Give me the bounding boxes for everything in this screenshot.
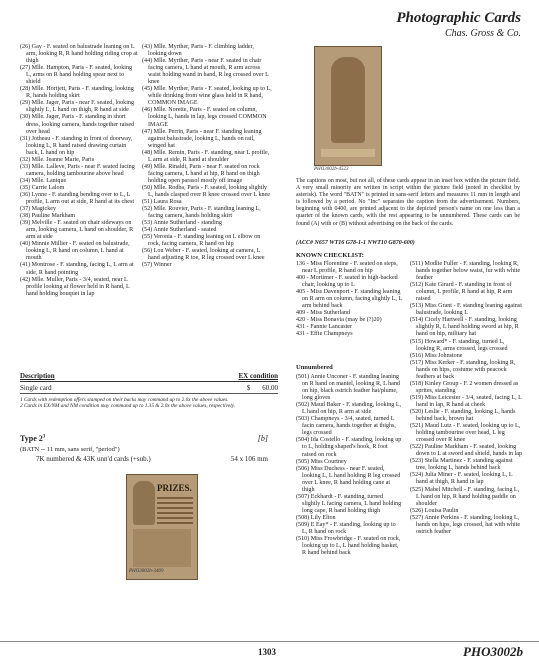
unnumbered-left [296,374,402,557]
checklist-entry: (47) Mlle. Perrin, Paris - near F. standing leaning against balustrade, looking L, hands on rail, winged hat [142,128,262,149]
row-dollar: $ [246,384,251,392]
unnumbered-entry: (512) Kate Girard - F. standing in front of column, L profile, R hand at hip, R arm raised [410,282,513,303]
unnumbered-entry: (527) Annie Perkins - F. standing, looking L, hands on hips, legs crossed, hat with white ostrich feather [410,514,521,535]
unnumbered-entry: (501) Annie Unconer - F. standing leaning on R hand on mantel, looking R, L hand on hip, black ostrich feather hat/plume, long gloves [296,374,400,402]
type2-sup: 3 [42,434,46,440]
footer-rule [0,641,539,642]
note-2: 2 Cards in EX/NM and NM condition may command up to 1.35 & 2.0x the above values, respectively. [20,403,236,410]
unnumbered-entry: (511) Modlie Fuller - F. standing, looking R, hands together below waist, fur with white feather [410,261,521,282]
type2-card-caption: PHO3002b-3409 [129,569,164,574]
known-checklist-title: KNOWN CHECKLIST: [296,252,364,259]
checklist-entry: (28) Mlle. Hortjett, Paris - F. standing, looking R, hands holding skirt [20,86,134,100]
page-subtitle: Chas. Gross & Co. [444,28,521,39]
card-banner: PRIZES. [157,483,192,493]
checklist-entry: (45) Mlle. Myrther, Paris - F. seated, looking up to L, while drinking from wine glass held in R hand, COMMON IMAGE [142,86,272,107]
unnumbered-entry: (520) Leslie - F. standing, looking L, hands behind back, brown hat [410,408,516,423]
checklist-entry: (42) Mlle. Muller, Paris - 3/4, seated, near L profile looking at flower held in R hand, L hand holding bouquet in lap [20,276,130,297]
known-entry: 431 - Effie Champneys [296,331,353,338]
unnumbered-entry: (513) Miss Grant - F. standing leaning against balustrade, looking L [410,303,522,317]
unnumbered-entry: (514) Cicely Hartwell - F. standing, looking slightly R, L hand holding sword at hip, R hand on hip, military hat [410,317,519,338]
checklist-entry: (38) Pauline Markham [20,213,76,220]
checklist-entry: (26) Gay - F. seated on balustrade leaning on L arm, looking R, R hand holding riding crop at thigh [20,44,138,65]
checklist-entry: (46) Mlle. Norette, Paris - F. seated on column, looking L, hands in lap, legs crossed COMMON IMAGE [142,107,267,128]
type2-card-image [126,474,198,580]
unnumbered-entry: (507) Eckhardt - F. standing, turned slightly L facing camera, L hand holding long cape, R hand holding thigh [296,493,402,514]
checklist-entry: (41) Montrose - F. standing, facing L, L arm at side, R hand pointing [20,262,134,276]
unnumbered-right [410,261,524,536]
checklist-entry: (43) Mlle. Myrther, Paris - F. climbing ladder, looking down [142,44,254,58]
unnumbered-entry: (524) Julia Miner - F. seated, looking L, L hand at thigh, R hand in lap [410,472,513,486]
type2-header [20,434,268,463]
type2-bracket: [b] [257,434,268,443]
unnumbered-entry: (517) Miss Kerker - F. standing, looking R, hands on hips, costume with peacock feathers at back [410,359,516,380]
unnumbered-entry: (518) Kinley Group - F. 2 women dressed as sprites, standing [410,380,519,394]
type2-size: 54 x 106 mm [230,455,268,463]
unnumbered-entry: (526) Louisa Paulin [410,507,459,514]
known-entry: 420 - Miss Bonavia (may be (?)20) [296,317,382,324]
unnumbered-entry: (523) Stella Martinez - F. standing against tree, looking L, hands behind back [410,458,513,472]
checklist-entry: (56) Lou Weber - F. seated, looking at camera, L hand adjusting R toe, R leg crossed over L knee [142,248,265,262]
page-code: PHO3002b [463,644,523,659]
unnumbered-title: Unnumbered [296,364,333,371]
unnumbered-entry: (521) Maud Lutz - F. seated, looking up to L, holding tambourine over head, L leg crossed over R knee [410,423,521,444]
acc-line: (ACC# N657 WT16 G78-1-1 NWT10 G870-600) [296,240,415,246]
unnumbered-entry: (519) Miss Leicester - 3/4, seated, facing L, L hand in lap, R hand at cheek [410,394,522,408]
checklist-entry: (54) Annie Sutherland - seated [142,227,217,234]
type2-title: Type 2 [20,434,43,443]
photo-card-4523-caption: PHO3002b-4523 [314,167,349,172]
card-text-stripe-2 [157,502,193,504]
photo-figure [331,57,365,143]
known-entry: 431 - Fannie Lancaster [296,324,353,331]
checklist-entry: (50) Mlle. Rodba, Paris - F. seated, looking slightly L, hands clasped over R knee crossed over L knee [142,184,270,198]
known-checklist-left [296,261,402,339]
checklist-entry: (36) Lynne - F. standing bending over to L, L profile, L arm out at side, R hand at its chest [20,191,135,206]
checklist-entry: (49) Mlle. Rinaldi, Paris - near F. seated on rock facing camera, L hand at hip, R hand on thigh holding open parasol mostly off image [142,163,260,184]
card-text-stripe-6 [157,522,193,524]
checklist-entry: (27) Mlle. Hampton, Paris - F. seated, looking L, arms on R hand holding spear next to shield [20,65,133,86]
row-label: Single card [20,384,52,392]
checklist-entry: (34) Mlle. Lanique [20,177,67,184]
description-table [20,372,278,410]
unnumbered-entry: (505) Miss Courtney [296,458,347,465]
checklist-column-1 [20,44,138,298]
checklist-entry: (39) Melville - F. seated on chair sideways on arm, looking camera, L hand on shoulder, R arm at side [20,220,134,241]
desc-header: Description [20,372,55,380]
card-text-stripe-1 [157,497,193,499]
photo-name-strip [321,149,375,157]
unnumbered-entry: (525) Mabel Mitchell - F. standing, facing L, L hand on hip, R hand holding paddle on shoulder [410,486,520,507]
checklist-entry: (33) Mlle. Lalleve, Paris - near F. seated facing camera, holding tambourine above head [20,163,135,177]
checklist-entry: (44) Mlle. Myrther, Paris - near F. seated in chair facing camera, L hand at mouth, R arm across waist holding wand in hand, R leg crossed over L knee [142,58,269,86]
unnumbered-entry: (502) Maud Baker - F. standing, looking L, L hand on hip, R arm at side [296,402,402,416]
checklist-entry: (51) Laura Rosa [142,199,182,206]
unnumbered-entry: (516) Miss Johnstone [410,352,463,359]
card-lower [133,529,191,567]
card-figure [133,481,155,525]
checklist-entry: (40) Minnie Millier - F. seated on balustrade, looking L, R hand on column, L hand at mouth [20,241,130,262]
unnumbered-entry: (503) Champneys - 3/4, seated, turned L facin camera, hands together at thighs, legs crossed [296,416,396,437]
checklist-entry: (35) Carrie Lalom [20,184,65,191]
unnumbered-entry: (509) E Eay* - F. standing, looking up to L, R hand on rock [296,521,396,536]
page-number: 1303 [258,647,276,657]
checklist-entry: (52) Mlle. Rouvier, Paris - F. standing leaning L, facing camera, hands holding skirt [142,206,261,220]
checklist-entry: (57) Winner [142,262,172,269]
known-entry: 409 - Miss Sutherland [296,310,350,317]
unnumbered-entry: (506) Miss Duchess - near F. seated, looking L, L hand holding R leg crossed over L knee, R hand holding cane at thigh [296,465,401,493]
note-1: 1 Cards with redemption offers stamped on their backs may command up to 2.0x the above values. [20,397,229,403]
checklist-entry: (53) Annie Sutherland - standing [142,220,222,227]
unnumbered-entry: (508) Lily Elton [296,514,336,521]
checklist-entry: (48) Mlle. Remin, Paris - F. standing, near L profile, L arm at side, R hand at shoulder [142,149,270,163]
checklist-entry: (30) Mlle. Jager, Paris - F. standing in short dress, looking camera, hands together raised over head [20,114,135,135]
row-value: 60.00 [262,384,278,392]
card-text-stripe-4 [157,512,193,514]
unnumbered-entry: (510) Miss Frowbridge - F. seated on rock, looking up to L, L hand holding basket, R hand behind back [296,536,401,557]
type2-line2: 7K numbered & 43K unn'd cards (+sub.) [36,455,151,463]
checklist-entry: (37) Magickey [20,206,57,213]
type2-line1: (BATN -- 11 mm, sans serif, "period") [20,446,120,453]
known-entry: 136 - Miss Florentine - F. seated on steps, near L profile, R hand on hip [296,261,398,275]
cond-header: EX condition [238,372,278,380]
checklist-entry: (29) Mlle. Jager, Paris - near F. seated, looking slightly L, L hand on thigh, R hand at side [20,100,135,114]
checklist-entry: (55) Veronia - F. standing leaning on L elbow on rock, facing camera, R hand on hip [142,234,261,248]
unnumbered-entry: (522) Pauline Markham - F. seated, looking down to L at sword and shield, hands in lap [410,444,523,458]
checklist-entry: (31) Jotheau - F. standing in front of doorway, looking L, R hand raised drawing curtain back, L hand on hip [20,135,133,156]
photo-card-4523 [314,46,382,166]
known-entry: 400 - Mortimer - F. seated in high-backed chair, looking up to L [296,275,398,289]
card-text-stripe-5 [157,517,193,519]
caption-paragraph: The captions on most, but not all, of these cards appear in an inset box within the picture field. A very small minority are written in script within the picture field (noted in checklist by asterisk). The word "BATN" is printed in sans-serif letters and measures 11 mm in length and is followed by a period. No "Inc" separates the caption from the advertisement. Numbers, beginning with 0400, are printed adjacent to the depicted person's name on one less than a quarter of the known cards, with the rest appearing to be unnumbered. These cards can be found (A) with or (B) without advertising on the back of the cards. [296,178,520,227]
checklist-entry: (32) Mlle. Jeanne Marie, Paris [20,156,95,163]
checklist-column-2 [142,44,272,270]
card-text-stripe-3 [157,507,193,509]
unnumbered-entry: (515) Howard* - F. standing, turned L, looking R, arms crossed, legs crossed [410,338,508,352]
unnumbered-entry: (504) Ida Costello - F. standing, looking up to L, holding shaped's hook, R foot raised on rock [296,437,402,458]
known-entry: 405 - Miss Davenport - F. standing leaning on R arm on column, facing slightly L, L arm behind back [296,289,402,310]
page-title: Photographic Cards [396,10,521,26]
